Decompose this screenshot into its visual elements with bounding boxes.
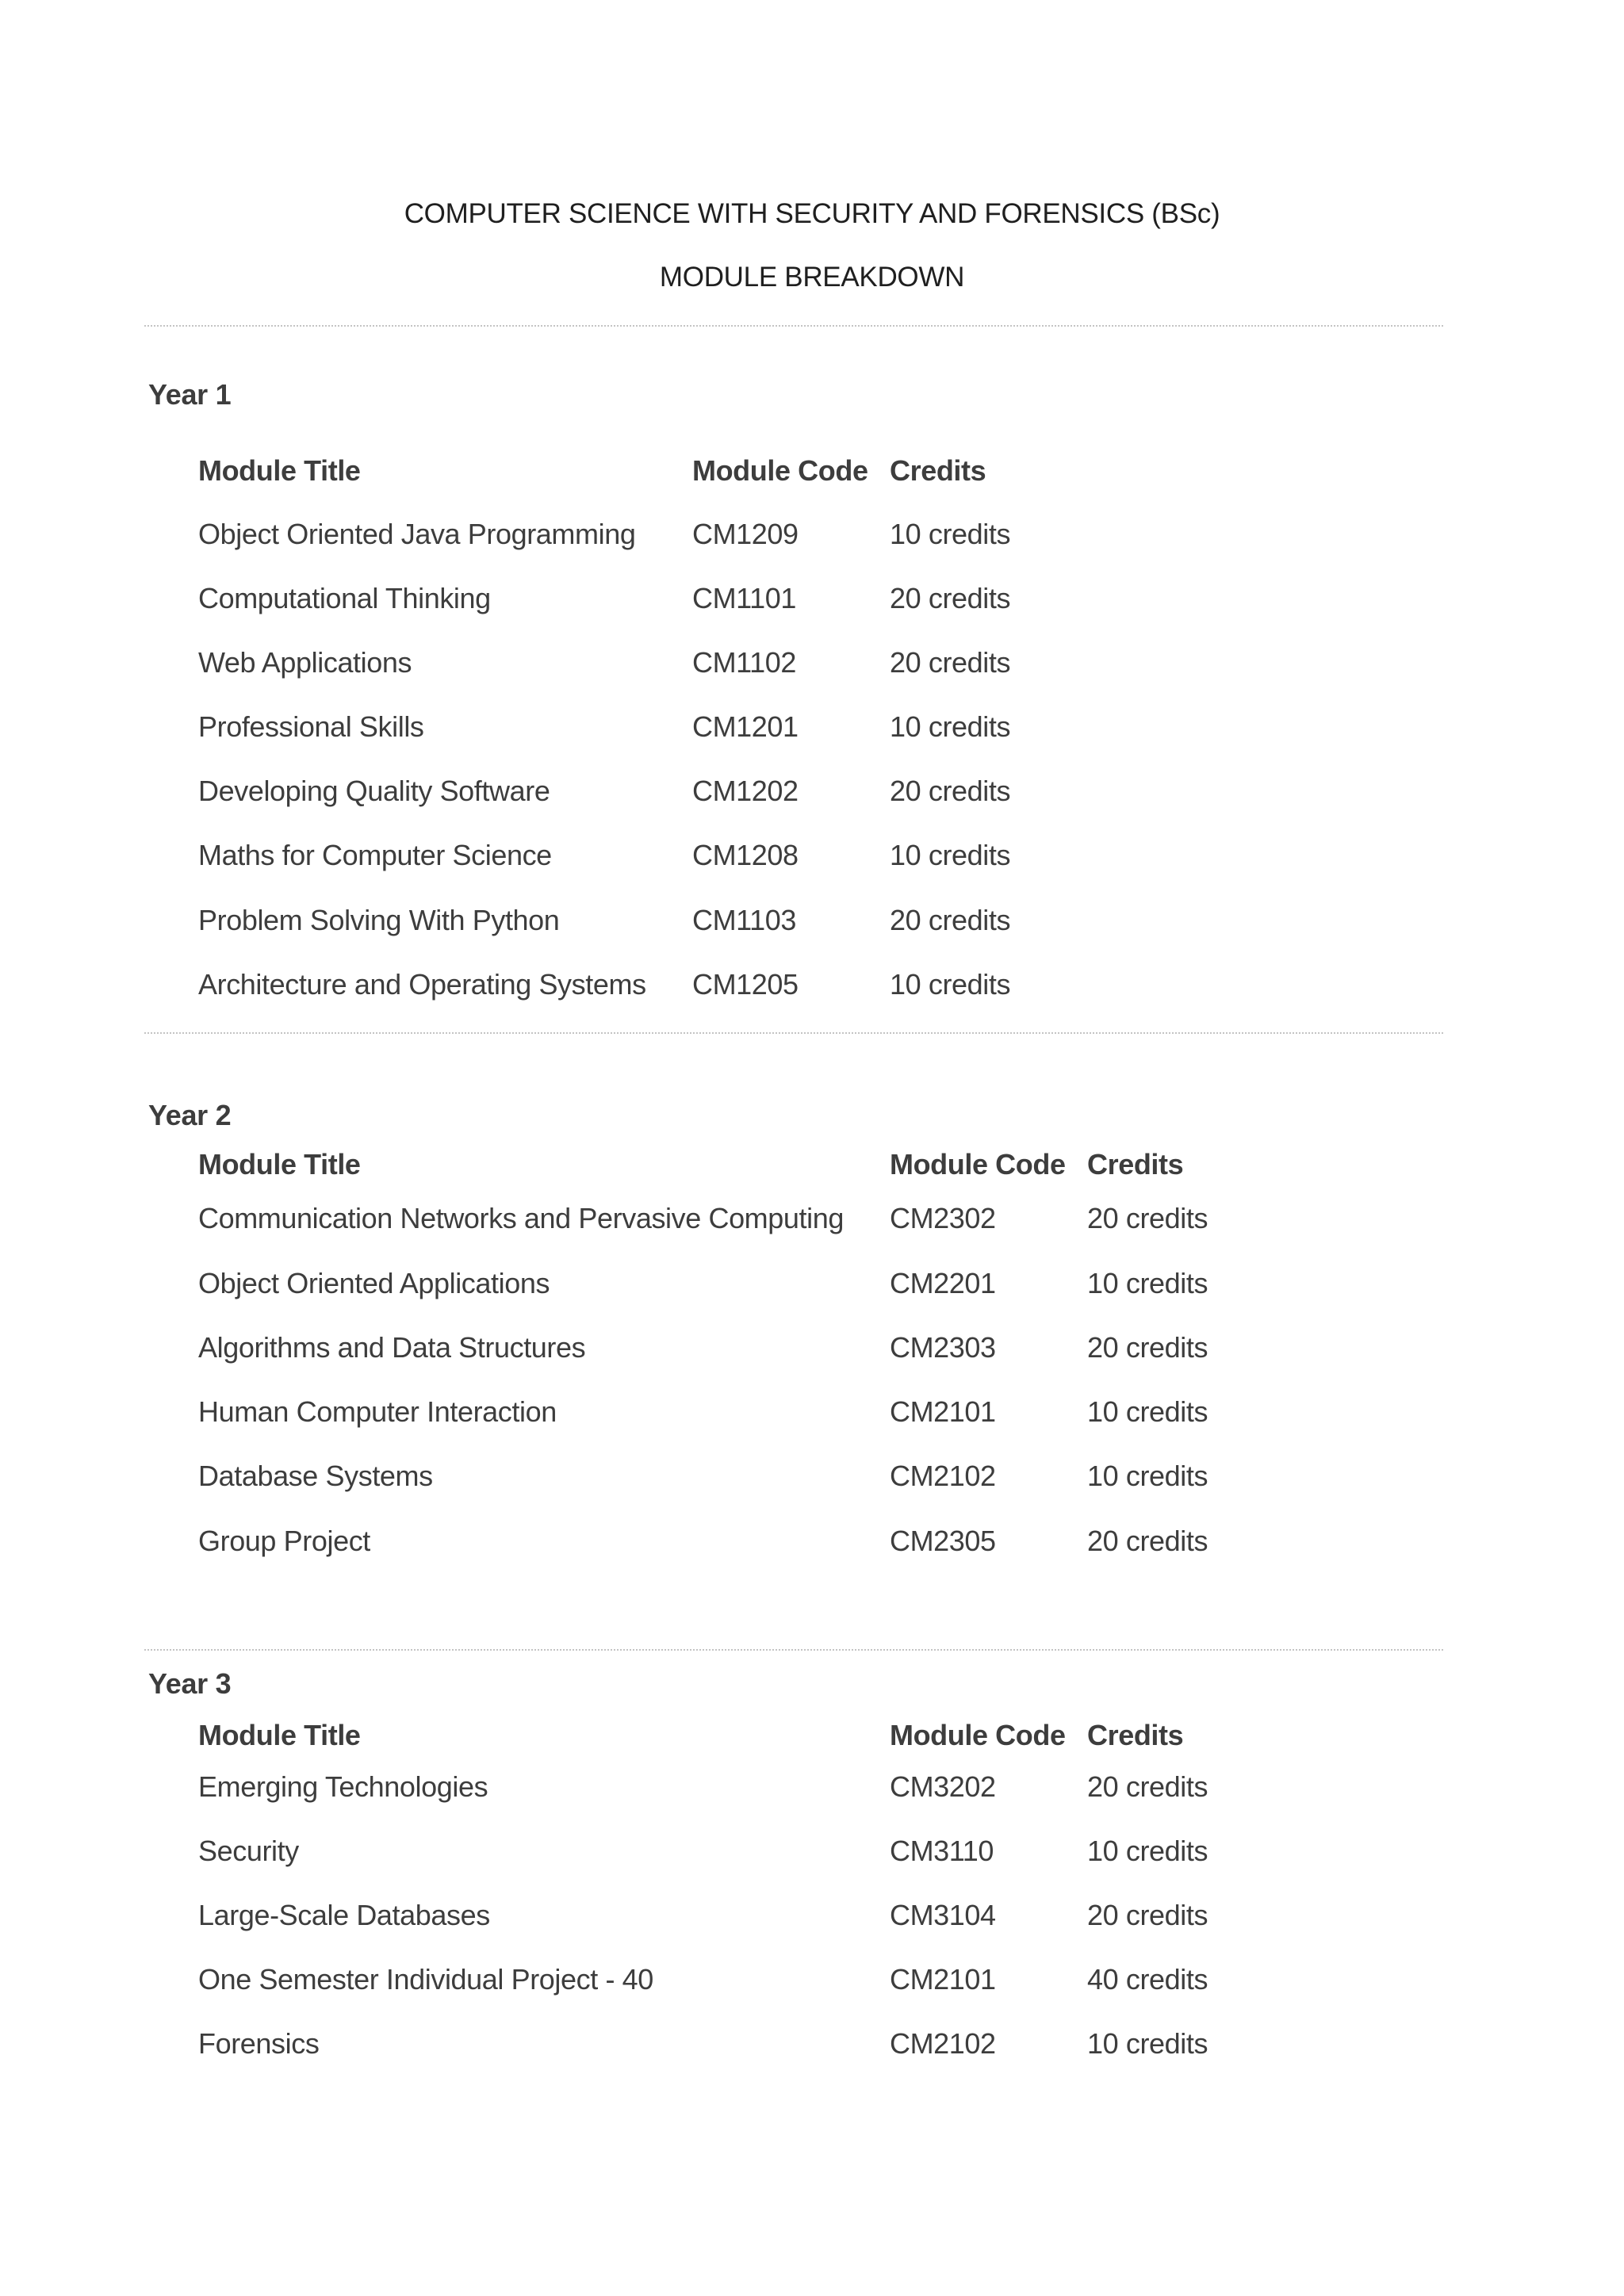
module-code: CM2101 — [890, 1395, 996, 1428]
module-credits: 10 credits — [1087, 1835, 1208, 1867]
module-code: CM1209 — [692, 518, 799, 550]
module-code: CM3110 — [890, 1835, 994, 1867]
module-code: CM2102 — [890, 2027, 996, 2060]
module-title: Maths for Computer Science — [198, 839, 552, 871]
document-subtitle: MODULE BREAKDOWN — [659, 262, 965, 293]
module-code: CM1205 — [692, 968, 799, 1001]
year-1-header-module-title: Module Title — [198, 454, 361, 487]
module-title: Web Applications — [198, 646, 412, 679]
year-2-header-module-code: Module Code — [890, 1148, 1066, 1181]
module-code: CM1101 — [692, 582, 797, 614]
module-credits: 20 credits — [1087, 1331, 1208, 1364]
year-3-header-module-code: Module Code — [890, 1719, 1066, 1751]
year-3-heading: Year 3 — [148, 1667, 232, 1700]
year-2-header-credits: Credits — [1087, 1148, 1184, 1181]
module-title: Forensics — [198, 2027, 320, 2060]
module-title: Object Oriented Java Programming — [198, 518, 636, 550]
year-3-header-credits: Credits — [1087, 1719, 1184, 1751]
module-title: Security — [198, 1835, 299, 1867]
module-credits: 20 credits — [890, 904, 1011, 936]
module-credits: 10 credits — [890, 710, 1011, 743]
module-title: Architecture and Operating Systems — [198, 968, 646, 1001]
module-credits: 10 credits — [1087, 1460, 1208, 1492]
divider — [144, 325, 1443, 327]
module-title: Algorithms and Data Structures — [198, 1331, 586, 1364]
module-code: CM1208 — [692, 839, 799, 871]
module-credits: 10 credits — [890, 518, 1011, 550]
module-credits: 10 credits — [890, 968, 1011, 1001]
module-credits: 10 credits — [1087, 2027, 1208, 2060]
module-code: CM2201 — [890, 1267, 996, 1299]
module-credits: 20 credits — [890, 582, 1011, 614]
module-code: CM2303 — [890, 1331, 996, 1364]
year-2-header-module-title: Module Title — [198, 1148, 361, 1181]
module-credits: 20 credits — [1087, 1899, 1208, 1931]
year-2-heading: Year 2 — [148, 1099, 232, 1131]
module-credits: 20 credits — [890, 646, 1011, 679]
module-title: Human Computer Interaction — [198, 1395, 557, 1428]
module-title: One Semester Individual Project - 40 — [198, 1963, 653, 1996]
module-title: Group Project — [198, 1525, 370, 1557]
module-code: CM1102 — [692, 646, 797, 679]
module-code: CM1201 — [692, 710, 799, 743]
module-title: Emerging Technologies — [198, 1770, 488, 1803]
module-credits: 10 credits — [1087, 1395, 1208, 1428]
divider — [144, 1032, 1443, 1034]
year-1-header-module-code: Module Code — [692, 454, 868, 487]
module-code: CM3104 — [890, 1899, 996, 1931]
divider — [144, 1649, 1443, 1651]
module-title: Database Systems — [198, 1460, 433, 1492]
module-code: CM2101 — [890, 1963, 996, 1996]
module-title: Developing Quality Software — [198, 775, 550, 807]
module-credits: 10 credits — [1087, 1267, 1208, 1299]
module-credits: 10 credits — [890, 839, 1011, 871]
document-title: COMPUTER SCIENCE WITH SECURITY AND FORENSICS (BSc) — [404, 198, 1220, 229]
module-title: Problem Solving With Python — [198, 904, 560, 936]
module-credits: 20 credits — [1087, 1202, 1208, 1234]
module-title: Communication Networks and Pervasive Computing — [198, 1202, 844, 1234]
module-title: Large-Scale Databases — [198, 1899, 490, 1931]
module-credits: 20 credits — [1087, 1770, 1208, 1803]
module-code: CM1103 — [692, 904, 797, 936]
module-code: CM2102 — [890, 1460, 996, 1492]
module-code: CM2305 — [890, 1525, 996, 1557]
module-credits: 20 credits — [1087, 1525, 1208, 1557]
year-1-heading: Year 1 — [148, 378, 232, 411]
module-credits: 40 credits — [1087, 1963, 1208, 1996]
module-title: Computational Thinking — [198, 582, 491, 614]
module-title: Professional Skills — [198, 710, 424, 743]
year-3-header-module-title: Module Title — [198, 1719, 361, 1751]
module-code: CM1202 — [692, 775, 799, 807]
module-title: Object Oriented Applications — [198, 1267, 550, 1299]
year-1-header-credits: Credits — [890, 454, 986, 487]
module-code: CM3202 — [890, 1770, 996, 1803]
module-credits: 20 credits — [890, 775, 1011, 807]
module-code: CM2302 — [890, 1202, 996, 1234]
